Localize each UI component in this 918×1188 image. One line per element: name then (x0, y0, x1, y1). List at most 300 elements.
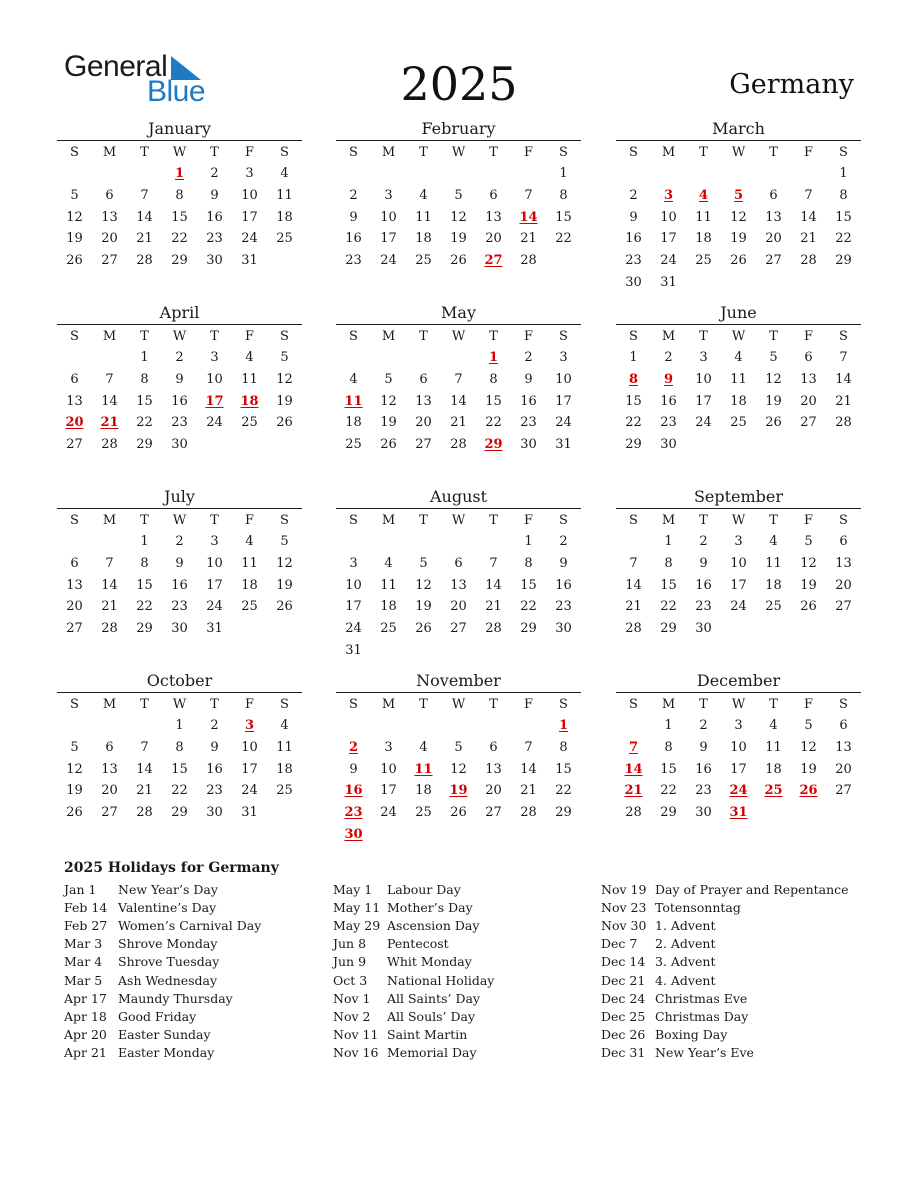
day-cell: 4 (349, 372, 358, 388)
day-cell: 4 (769, 718, 778, 734)
day-cell: 28 (101, 621, 118, 637)
logo-word-blue: Blue (147, 75, 206, 108)
weekday-label: F (803, 512, 814, 528)
day-cell: 3 (210, 534, 219, 550)
day-cell: 31 (555, 437, 572, 453)
day-cell: 26 (66, 253, 83, 269)
weekday-label: W (731, 144, 746, 160)
weekday-label: W (172, 328, 187, 344)
day-cell: 19 (66, 783, 83, 799)
holiday-name: All Saints’ Day (387, 990, 480, 1006)
day-cell: 15 (520, 577, 537, 593)
weekday-label: W (451, 512, 466, 528)
day-cell: 4 (384, 556, 393, 572)
week-row (57, 390, 302, 412)
weekday-label: M (381, 328, 396, 344)
holiday-date: Feb 27 (64, 917, 108, 933)
weekday-label: S (280, 328, 289, 344)
month-name: March (712, 119, 765, 138)
holiday-entry (333, 989, 613, 1007)
month-calendar (336, 302, 581, 455)
day-cell: 15 (555, 209, 572, 225)
week-row (57, 228, 302, 250)
day-cell: 15 (485, 393, 502, 409)
day-cell: 9 (559, 556, 568, 572)
week-row (57, 185, 302, 207)
day-cell: 22 (136, 599, 153, 615)
day-cell: 6 (105, 740, 114, 756)
day-cell: 16 (206, 761, 223, 777)
day-cell: 5 (384, 372, 393, 388)
holiday-day-cell: 24 (729, 783, 748, 799)
weekday-label: M (381, 696, 396, 712)
holiday-day-cell: 27 (484, 253, 503, 269)
day-cell: 12 (66, 761, 83, 777)
day-cell: 23 (555, 599, 572, 615)
day-cell: 2 (699, 534, 708, 550)
holiday-name: Memorial Day (387, 1045, 477, 1061)
day-cell: 15 (660, 577, 677, 593)
day-cell: 3 (349, 556, 358, 572)
holiday-name: Totensonntag (655, 899, 741, 915)
holiday-date: Nov 30 (601, 917, 647, 933)
day-cell: 4 (419, 740, 428, 756)
day-cell: 20 (101, 783, 118, 799)
day-cell: 16 (695, 761, 712, 777)
day-cell: 26 (415, 621, 432, 637)
day-cell: 9 (210, 188, 219, 204)
weekday-label: S (559, 328, 568, 344)
day-cell: 18 (695, 231, 712, 247)
day-cell: 24 (695, 415, 712, 431)
day-cell: 20 (800, 393, 817, 409)
week-row (616, 206, 861, 228)
day-cell: 13 (415, 393, 432, 409)
weekday-label: W (731, 512, 746, 528)
weekday-label: T (699, 696, 708, 712)
day-cell: 22 (555, 231, 572, 247)
week-row (616, 347, 861, 369)
day-cell: 1 (559, 166, 568, 182)
weekday-label: S (349, 328, 358, 344)
day-cell: 22 (520, 599, 537, 615)
holiday-date: Dec 7 (601, 936, 638, 952)
weekday-label: T (769, 328, 778, 344)
week-row (57, 802, 302, 824)
day-cell: 20 (101, 231, 118, 247)
day-cell: 29 (555, 805, 572, 821)
month-name: September (693, 487, 784, 506)
week-row (616, 434, 861, 456)
day-cell: 8 (524, 556, 533, 572)
holiday-date: Dec 25 (601, 1008, 646, 1024)
holiday-date: May 29 (333, 917, 381, 933)
day-cell: 6 (454, 556, 463, 572)
day-cell: 19 (765, 393, 782, 409)
day-cell: 9 (349, 761, 358, 777)
day-cell: 6 (419, 372, 428, 388)
day-cell: 21 (136, 231, 153, 247)
month-name: April (159, 303, 200, 322)
holiday-date: Nov 16 (333, 1045, 379, 1061)
weekday-label: W (172, 512, 187, 528)
day-cell: 18 (730, 393, 747, 409)
day-cell: 7 (140, 188, 149, 204)
week-row (336, 758, 581, 780)
day-cell: 13 (450, 577, 467, 593)
day-cell: 12 (276, 372, 293, 388)
day-cell: 13 (800, 372, 817, 388)
day-cell: 9 (524, 372, 533, 388)
week-row (57, 163, 302, 185)
day-cell: 18 (380, 599, 397, 615)
weekday-label: S (559, 144, 568, 160)
day-cell: 11 (765, 556, 782, 572)
month-calendar (336, 486, 581, 661)
day-cell: 6 (489, 740, 498, 756)
holiday-day-cell: 1 (558, 718, 569, 734)
day-cell: 11 (380, 577, 397, 593)
day-cell: 9 (175, 372, 184, 388)
month-calendar (57, 118, 302, 271)
holiday-day-cell: 26 (799, 783, 818, 799)
day-cell: 23 (660, 415, 677, 431)
day-cell: 29 (136, 621, 153, 637)
holiday-day-cell: 14 (519, 209, 538, 225)
holiday-name: Whit Monday (387, 954, 472, 970)
day-cell: 16 (171, 393, 188, 409)
day-cell: 16 (171, 577, 188, 593)
day-cell: 9 (629, 209, 638, 225)
holiday-date: Dec 21 (601, 972, 646, 988)
week-row (616, 780, 861, 802)
day-cell: 23 (625, 253, 642, 269)
holiday-day-cell: 23 (344, 805, 363, 821)
holiday-day-cell: 11 (414, 761, 433, 777)
day-cell: 23 (520, 415, 537, 431)
holiday-day-cell: 29 (484, 437, 503, 453)
week-row (616, 390, 861, 412)
day-cell: 14 (625, 577, 642, 593)
day-cell: 30 (660, 437, 677, 453)
day-cell: 14 (520, 761, 537, 777)
day-cell: 29 (660, 621, 677, 637)
day-cell: 24 (660, 253, 677, 269)
week-row (616, 228, 861, 250)
day-cell: 13 (765, 209, 782, 225)
holiday-entry (601, 989, 881, 1007)
holiday-date: Apr 21 (64, 1045, 107, 1061)
day-cell: 8 (175, 188, 184, 204)
day-cell: 4 (734, 350, 743, 366)
day-cell: 25 (276, 231, 293, 247)
weekday-label: T (210, 696, 219, 712)
holiday-date: Apr 17 (64, 990, 107, 1006)
holiday-entry (333, 1007, 613, 1025)
day-cell: 25 (241, 599, 258, 615)
day-cell: 6 (839, 534, 848, 550)
holiday-day-cell: 25 (764, 783, 783, 799)
day-cell: 16 (555, 577, 572, 593)
holiday-entry (333, 916, 613, 934)
weekday-label: S (559, 512, 568, 528)
day-cell: 23 (695, 783, 712, 799)
weekday-label: T (140, 328, 149, 344)
day-cell: 17 (730, 577, 747, 593)
day-cell: 13 (485, 209, 502, 225)
day-cell: 22 (660, 783, 677, 799)
day-cell: 27 (765, 253, 782, 269)
day-cell: 7 (140, 740, 149, 756)
day-cell: 16 (695, 577, 712, 593)
day-cell: 12 (415, 577, 432, 593)
week-row (57, 737, 302, 759)
weekday-label: F (803, 696, 814, 712)
holiday-date: Nov 19 (601, 881, 647, 897)
weekday-label: F (244, 512, 255, 528)
day-cell: 14 (101, 577, 118, 593)
week-row (57, 206, 302, 228)
week-row (616, 271, 861, 293)
day-cell: 8 (839, 188, 848, 204)
day-cell: 28 (485, 621, 502, 637)
day-cell: 4 (245, 534, 254, 550)
day-cell: 24 (380, 253, 397, 269)
day-cell: 5 (769, 350, 778, 366)
holiday-entry (601, 971, 881, 989)
holiday-entry (64, 1026, 344, 1044)
weekday-label: T (140, 512, 149, 528)
holiday-name: Women’s Carnival Day (118, 917, 262, 933)
day-cell: 7 (524, 188, 533, 204)
day-cell: 2 (210, 166, 219, 182)
holiday-day-cell: 30 (344, 826, 363, 842)
day-cell: 7 (454, 372, 463, 388)
holiday-day-cell: 17 (205, 393, 224, 409)
weekday-label: M (102, 144, 117, 160)
day-cell: 15 (625, 393, 642, 409)
day-cell: 21 (625, 599, 642, 615)
day-cell: 20 (765, 231, 782, 247)
day-cell: 19 (380, 415, 397, 431)
day-cell: 22 (171, 783, 188, 799)
week-row (616, 531, 861, 553)
day-cell: 23 (171, 599, 188, 615)
day-cell: 28 (800, 253, 817, 269)
holiday-day-cell: 7 (628, 740, 639, 756)
holiday-entry (333, 1044, 613, 1062)
day-cell: 7 (105, 556, 114, 572)
holiday-date: Dec 14 (601, 954, 646, 970)
day-cell: 20 (66, 599, 83, 615)
day-cell: 11 (276, 740, 293, 756)
day-cell: 5 (280, 534, 289, 550)
day-cell: 14 (136, 761, 153, 777)
weekday-label: T (419, 144, 428, 160)
day-cell: 25 (276, 783, 293, 799)
week-row (336, 206, 581, 228)
week-row (616, 553, 861, 575)
day-cell: 25 (415, 253, 432, 269)
day-cell: 31 (345, 642, 362, 658)
month-name: June (720, 303, 757, 322)
holiday-entry (601, 953, 881, 971)
day-cell: 14 (800, 209, 817, 225)
holiday-name: Boxing Day (655, 1027, 728, 1043)
holiday-column (601, 880, 881, 1062)
day-cell: 22 (555, 783, 572, 799)
day-cell: 26 (730, 253, 747, 269)
holiday-date: Nov 11 (333, 1027, 379, 1043)
month-name: July (164, 487, 195, 506)
day-cell: 28 (450, 437, 467, 453)
day-cell: 5 (804, 534, 813, 550)
day-cell: 7 (839, 350, 848, 366)
day-cell: 3 (384, 188, 393, 204)
weekday-label: F (523, 328, 534, 344)
day-cell: 21 (485, 599, 502, 615)
day-cell: 10 (345, 577, 362, 593)
holiday-day-cell: 9 (663, 372, 674, 388)
day-cell: 12 (450, 761, 467, 777)
holiday-day-cell: 3 (244, 718, 255, 734)
holiday-name: 2. Advent (655, 936, 716, 952)
week-row (616, 596, 861, 618)
day-cell: 12 (380, 393, 397, 409)
weekday-label: S (70, 696, 79, 712)
day-cell: 2 (175, 350, 184, 366)
day-cell: 20 (415, 415, 432, 431)
weekday-header (57, 508, 302, 531)
day-cell: 25 (695, 253, 712, 269)
day-cell: 8 (559, 188, 568, 204)
day-cell: 28 (625, 621, 642, 637)
day-cell: 28 (136, 805, 153, 821)
weekday-label: W (451, 696, 466, 712)
weekday-label: T (489, 144, 498, 160)
holiday-name: New Year’s Eve (655, 1045, 754, 1061)
day-cell: 17 (380, 783, 397, 799)
day-cell: 1 (664, 718, 673, 734)
week-row (336, 715, 581, 737)
weekday-label: M (661, 144, 676, 160)
weekday-label: F (244, 144, 255, 160)
day-cell: 24 (380, 805, 397, 821)
day-cell: 14 (485, 577, 502, 593)
week-row (336, 412, 581, 434)
day-cell: 2 (349, 188, 358, 204)
week-row (57, 618, 302, 640)
day-cell: 30 (625, 274, 642, 290)
day-cell: 24 (241, 783, 258, 799)
week-row (57, 780, 302, 802)
day-cell: 29 (660, 805, 677, 821)
weekday-header (336, 692, 581, 715)
day-cell: 27 (66, 621, 83, 637)
weekday-label: S (629, 328, 638, 344)
week-row (336, 618, 581, 640)
day-cell: 18 (276, 761, 293, 777)
day-cell: 10 (380, 761, 397, 777)
holiday-name: Maundy Thursday (118, 990, 233, 1006)
weekday-label: T (699, 328, 708, 344)
holiday-entry (333, 971, 613, 989)
holiday-entry (64, 1007, 344, 1025)
day-cell: 3 (734, 718, 743, 734)
week-row (616, 412, 861, 434)
weekday-label: T (419, 696, 428, 712)
day-cell: 11 (241, 372, 258, 388)
holiday-day-cell: 19 (449, 783, 468, 799)
day-cell: 12 (800, 556, 817, 572)
weekday-label: T (489, 512, 498, 528)
week-row (57, 553, 302, 575)
day-cell: 8 (664, 740, 673, 756)
holiday-entry (601, 1007, 881, 1025)
week-row (336, 596, 581, 618)
day-cell: 12 (800, 740, 817, 756)
day-cell: 25 (415, 805, 432, 821)
weekday-label: S (629, 696, 638, 712)
day-cell: 23 (206, 231, 223, 247)
holiday-day-cell: 31 (729, 805, 748, 821)
day-cell: 18 (345, 415, 362, 431)
weekday-label: F (523, 696, 534, 712)
week-row (336, 823, 581, 845)
holiday-entry (64, 971, 344, 989)
day-cell: 6 (70, 372, 79, 388)
day-cell: 26 (800, 599, 817, 615)
day-cell: 30 (206, 805, 223, 821)
month-calendar (616, 486, 861, 639)
holiday-entry (601, 880, 881, 898)
weekday-label: M (661, 328, 676, 344)
day-cell: 13 (66, 577, 83, 593)
day-cell: 11 (415, 209, 432, 225)
day-cell: 24 (730, 599, 747, 615)
day-cell: 24 (345, 621, 362, 637)
holiday-day-cell: 1 (488, 350, 499, 366)
day-cell: 7 (629, 556, 638, 572)
holiday-date: Nov 2 (333, 1008, 371, 1024)
weekday-label: S (280, 696, 289, 712)
weekday-label: F (803, 328, 814, 344)
holiday-name: 1. Advent (655, 917, 716, 933)
day-cell: 2 (210, 718, 219, 734)
day-cell: 6 (489, 188, 498, 204)
day-cell: 8 (175, 740, 184, 756)
holiday-entry (601, 935, 881, 953)
day-cell: 21 (136, 783, 153, 799)
holiday-entry (333, 1026, 613, 1044)
week-row (57, 434, 302, 456)
holiday-date: Mar 3 (64, 936, 103, 952)
week-row (616, 163, 861, 185)
weekday-label: S (559, 696, 568, 712)
day-cell: 26 (765, 415, 782, 431)
day-cell: 7 (489, 556, 498, 572)
weekday-label: F (244, 328, 255, 344)
day-cell: 22 (485, 415, 502, 431)
day-cell: 19 (66, 231, 83, 247)
day-cell: 27 (415, 437, 432, 453)
day-cell: 26 (276, 415, 293, 431)
holiday-name: Saint Martin (387, 1027, 468, 1043)
day-cell: 17 (380, 231, 397, 247)
weekday-label: F (244, 696, 255, 712)
month-calendar (616, 670, 861, 823)
day-cell: 2 (559, 534, 568, 550)
